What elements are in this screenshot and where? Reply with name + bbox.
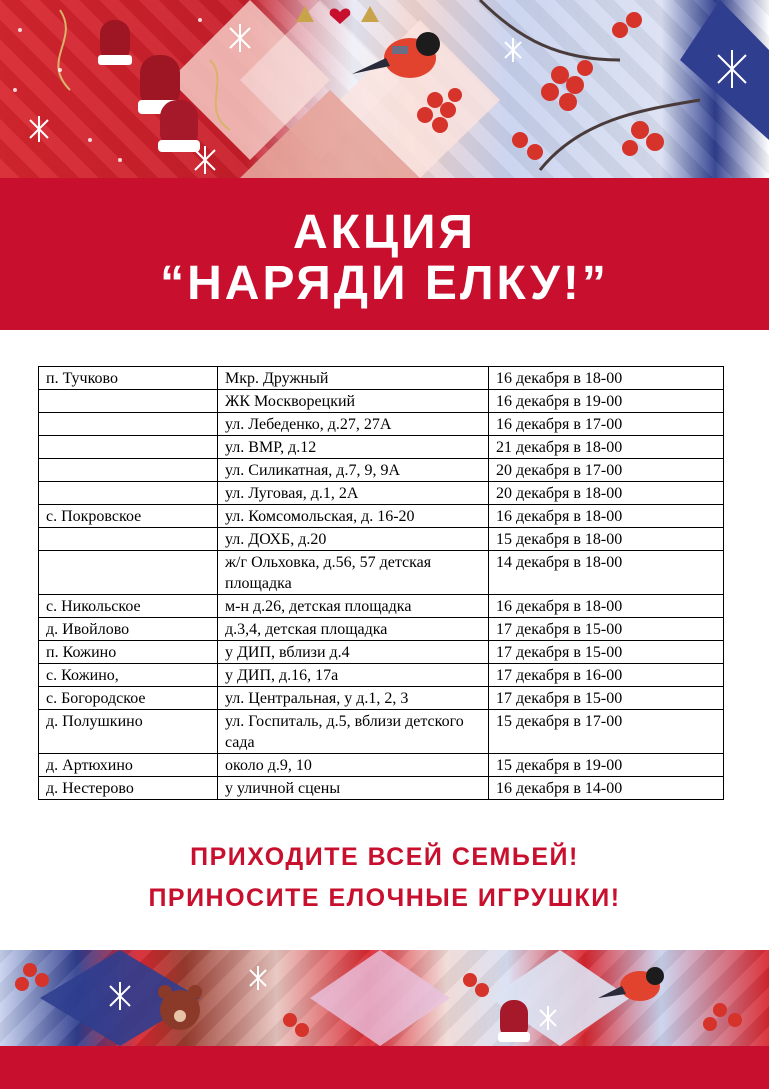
- table-row: [39, 754, 724, 777]
- table-row: [39, 777, 724, 800]
- time-cell: 20 декабря в 18-00: [489, 482, 724, 505]
- address-cell: ул. Лебеденко, д.27, 27А: [218, 413, 489, 436]
- address-cell: ул. ВМР, д.12: [218, 436, 489, 459]
- place-cell: д. Артюхино: [39, 754, 218, 777]
- place-cell: [39, 551, 218, 595]
- table-row: [39, 618, 724, 641]
- place-cell: п. Кожино: [39, 641, 218, 664]
- place-cell: [39, 413, 218, 436]
- table-row: [39, 595, 724, 618]
- address-cell: д.3,4, детская площадка: [218, 618, 489, 641]
- time-cell: 16 декабря в 17-00: [489, 413, 724, 436]
- place-cell: д. Нестерово: [39, 777, 218, 800]
- mitten-icon: [498, 1000, 530, 1042]
- address-cell: ул. ДОХБ, д.20: [218, 528, 489, 551]
- branch: [480, 0, 700, 170]
- address-cell: ж/г Ольховка, д.56, 57 детская площадка: [218, 551, 489, 595]
- bottom-decorative-pattern: [0, 950, 769, 1046]
- place-cell: д. Ивойлово: [39, 618, 218, 641]
- time-cell: 21 декабря в 18-00: [489, 436, 724, 459]
- time-cell: 17 декабря в 15-00: [489, 641, 724, 664]
- place-cell: с. Никольское: [39, 595, 218, 618]
- bear-icon: [158, 985, 202, 1030]
- table-row: [39, 413, 724, 436]
- time-cell: 15 декабря в 18-00: [489, 528, 724, 551]
- time-cell: 17 декабря в 15-00: [489, 618, 724, 641]
- page-title-line-2: “НАРЯДИ ЕЛКУ!”: [160, 257, 609, 310]
- time-cell: 17 декабря в 16-00: [489, 664, 724, 687]
- place-cell: д. Полушкино: [39, 710, 218, 754]
- schedule-table-body: [39, 367, 724, 800]
- address-cell: около д.9, 10: [218, 754, 489, 777]
- place-cell: [39, 528, 218, 551]
- top-pattern-art: [0, 0, 769, 178]
- address-cell: ул. Центральная, у д.1, 2, 3: [218, 687, 489, 710]
- snowflake-icon: [250, 966, 266, 990]
- table-row: [39, 641, 724, 664]
- address-cell: ул. Комсомольская, д. 16-20: [218, 505, 489, 528]
- address-cell: ул. Силикатная, д.7, 9, 9А: [218, 459, 489, 482]
- place-cell: с. Кожино,: [39, 664, 218, 687]
- table-row: [39, 551, 724, 595]
- time-cell: 16 декабря в 18-00: [489, 505, 724, 528]
- time-cell: 14 декабря в 18-00: [489, 551, 724, 595]
- address-cell: ул. Луговая, д.1, 2А: [218, 482, 489, 505]
- patch-diamond: [310, 950, 450, 1046]
- address-cell: ЖК Москворецкий: [218, 390, 489, 413]
- place-cell: [39, 390, 218, 413]
- mitten-icon: [158, 100, 200, 152]
- schedule-table: [38, 366, 724, 800]
- snowflake-icon: [505, 38, 521, 62]
- table-row: [39, 687, 724, 710]
- table-row: [39, 505, 724, 528]
- patch-diamond-blue: [680, 0, 769, 140]
- place-cell: с. Покровское: [39, 505, 218, 528]
- slogan-line-2: ПРИНОСИТЕ ЕЛОЧНЫЕ ИГРУШКИ!: [148, 884, 621, 912]
- time-cell: 15 декабря в 19-00: [489, 754, 724, 777]
- table-row: [39, 390, 724, 413]
- address-cell: у ДИП, вблизи д.4: [218, 641, 489, 664]
- table-row: [39, 528, 724, 551]
- top-decorative-pattern: [0, 0, 769, 178]
- page-title-line-1: АКЦИЯ: [292, 206, 477, 259]
- address-cell: Мкр. Дружный: [218, 367, 489, 390]
- table-row: [39, 664, 724, 687]
- rowan-berries-icon: [512, 12, 664, 160]
- snowflake-icon: [30, 116, 48, 142]
- time-cell: 20 декабря в 17-00: [489, 459, 724, 482]
- mitten-icon: [98, 20, 132, 65]
- place-cell: [39, 459, 218, 482]
- table-row: [39, 710, 724, 754]
- time-cell: 16 декабря в 18-00: [489, 367, 724, 390]
- table-row: [39, 459, 724, 482]
- time-cell: 16 декабря в 14-00: [489, 777, 724, 800]
- table-row: [39, 436, 724, 459]
- time-cell: 16 декабря в 18-00: [489, 595, 724, 618]
- address-cell: у ДИП, д.16, 17а: [218, 664, 489, 687]
- bottom-pattern-art: [0, 950, 769, 1046]
- address-cell: у уличной сцены: [218, 777, 489, 800]
- time-cell: 15 декабря в 17-00: [489, 710, 724, 754]
- table-row: [39, 367, 724, 390]
- place-cell: [39, 436, 218, 459]
- table-row: [39, 482, 724, 505]
- footer-band: [0, 1046, 769, 1089]
- slogan-line-1: ПРИХОДИТЕ ВСЕЙ СЕМЬЕЙ!: [190, 843, 579, 871]
- place-cell: [39, 482, 218, 505]
- place-cell: п. Тучково: [39, 367, 218, 390]
- time-cell: 16 декабря в 19-00: [489, 390, 724, 413]
- address-cell: ул. Госпиталь, д.5, вблизи детского сада: [218, 710, 489, 754]
- time-cell: 17 декабря в 15-00: [489, 687, 724, 710]
- place-cell: с. Богородское: [39, 687, 218, 710]
- address-cell: м-н д.26, детская площадка: [218, 595, 489, 618]
